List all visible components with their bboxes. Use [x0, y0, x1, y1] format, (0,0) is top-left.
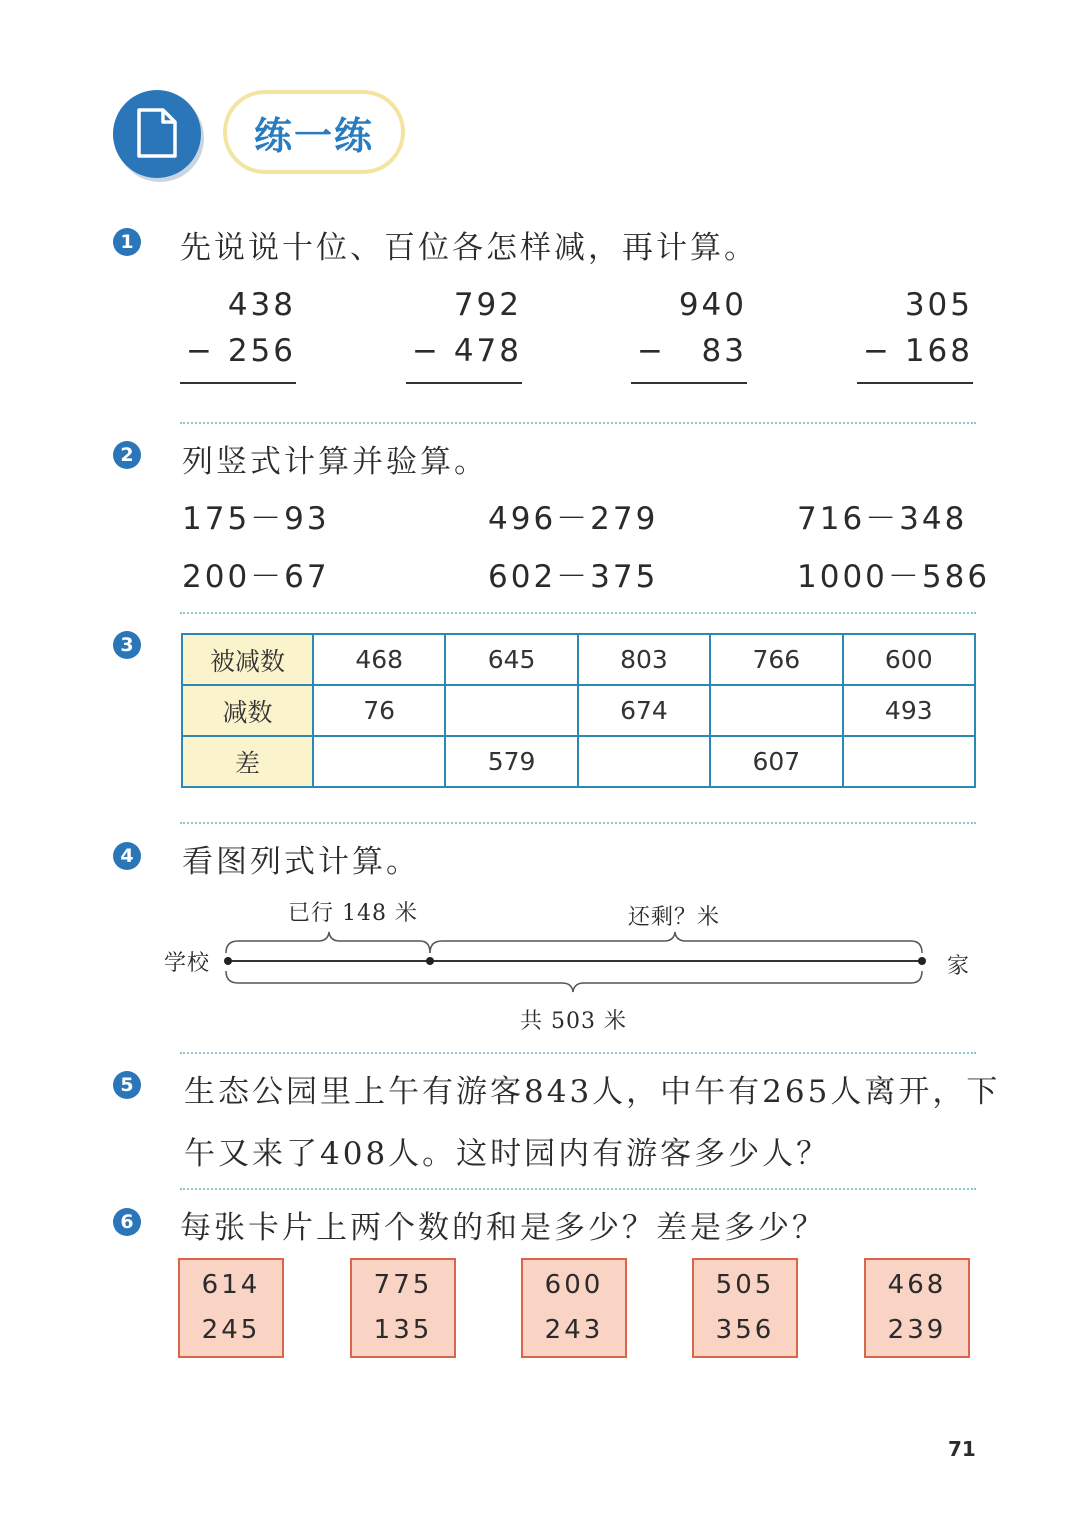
card-number-bottom: 356: [715, 1315, 775, 1345]
minuend: 940: [678, 287, 747, 323]
card-number-bottom: 243: [544, 1315, 604, 1345]
table-cell: 607: [710, 736, 842, 787]
table-cell: 600: [843, 634, 975, 685]
page-number: 71: [948, 1437, 976, 1461]
question-number-3: 3: [113, 631, 141, 659]
expression: 1000－586: [797, 559, 991, 595]
subtrahend: 478: [453, 333, 522, 369]
expression: 716－348: [797, 501, 968, 537]
card-number-top: 468: [887, 1270, 947, 1300]
remaining-brace: [430, 932, 922, 953]
question-1-text: 先说说十位、百位各怎样减，再计算。: [180, 230, 758, 266]
dotted-divider: [180, 1188, 976, 1190]
walked-brace: [226, 932, 430, 953]
table-cell: 766: [710, 634, 842, 685]
question-5-line-1: 生态公园里上午有游客843人，中午有265人离开，下: [184, 1074, 1001, 1110]
expression: 602－375: [488, 559, 659, 595]
minus-sign: −: [186, 333, 215, 369]
home-label: 家: [947, 954, 971, 979]
table-cell: 579: [445, 736, 577, 787]
total-brace: [226, 971, 922, 992]
table-cell: 674: [578, 685, 710, 736]
table-cell: 493: [843, 685, 975, 736]
expression: 200－67: [182, 559, 330, 595]
table-cell: 645: [445, 634, 577, 685]
expression: 496－279: [488, 501, 659, 537]
minus-sign: −: [863, 333, 892, 369]
number-card: [692, 1258, 798, 1358]
row-header: 差: [182, 736, 313, 787]
number-card: [350, 1258, 456, 1358]
question-4-text: 看图列式计算。: [182, 844, 420, 880]
subtrahend: 83: [701, 333, 747, 369]
walked-label: 已行 148 米: [288, 901, 418, 926]
question-number-6: 6: [113, 1208, 141, 1236]
number-card: [521, 1258, 627, 1358]
question-5-line-2: 午又来了408人。这时园内有游客多少人？: [184, 1136, 831, 1172]
total-label: 共 503 米: [520, 1009, 627, 1034]
subtrahend: 256: [227, 333, 296, 369]
question-number-4: 4: [113, 842, 141, 870]
card-number-bottom: 135: [373, 1315, 433, 1345]
minuend: 792: [453, 287, 522, 323]
dotted-divider: [180, 1052, 976, 1054]
question-2-text: 列竖式计算并验算。: [182, 444, 488, 480]
row-header: 被减数: [182, 634, 313, 685]
minuend: 305: [904, 287, 973, 323]
card-number-top: 505: [715, 1270, 775, 1300]
question-number-2: 2: [113, 441, 141, 469]
home-point: [918, 957, 926, 965]
question-6-text: 每张卡片上两个数的和是多少？差是多少？: [180, 1210, 826, 1246]
question-number-5: 5: [113, 1071, 141, 1099]
school-point: [224, 957, 232, 965]
card-number-bottom: 245: [201, 1315, 261, 1345]
question-number-1: 1: [113, 228, 141, 256]
table-cell: 468: [313, 634, 445, 685]
expression: 175－93: [182, 501, 330, 537]
remaining-label: 还剩？米: [628, 905, 721, 930]
minus-sign: −: [412, 333, 441, 369]
number-card: [864, 1258, 970, 1358]
table-cell: 803: [578, 634, 710, 685]
card-number-top: 614: [201, 1270, 261, 1300]
card-number-top: 775: [373, 1270, 433, 1300]
midpoint: [426, 957, 434, 965]
subtrahend: 168: [904, 333, 973, 369]
number-card: [178, 1258, 284, 1358]
row-header: 减数: [182, 685, 313, 736]
section-title: 练一练: [223, 90, 405, 174]
school-label: 学校: [164, 951, 211, 976]
card-number-bottom: 239: [887, 1315, 947, 1345]
minuend: 438: [227, 287, 296, 323]
card-number-top: 600: [544, 1270, 604, 1300]
table-cell: 76: [313, 685, 445, 736]
minus-sign: −: [637, 333, 666, 369]
